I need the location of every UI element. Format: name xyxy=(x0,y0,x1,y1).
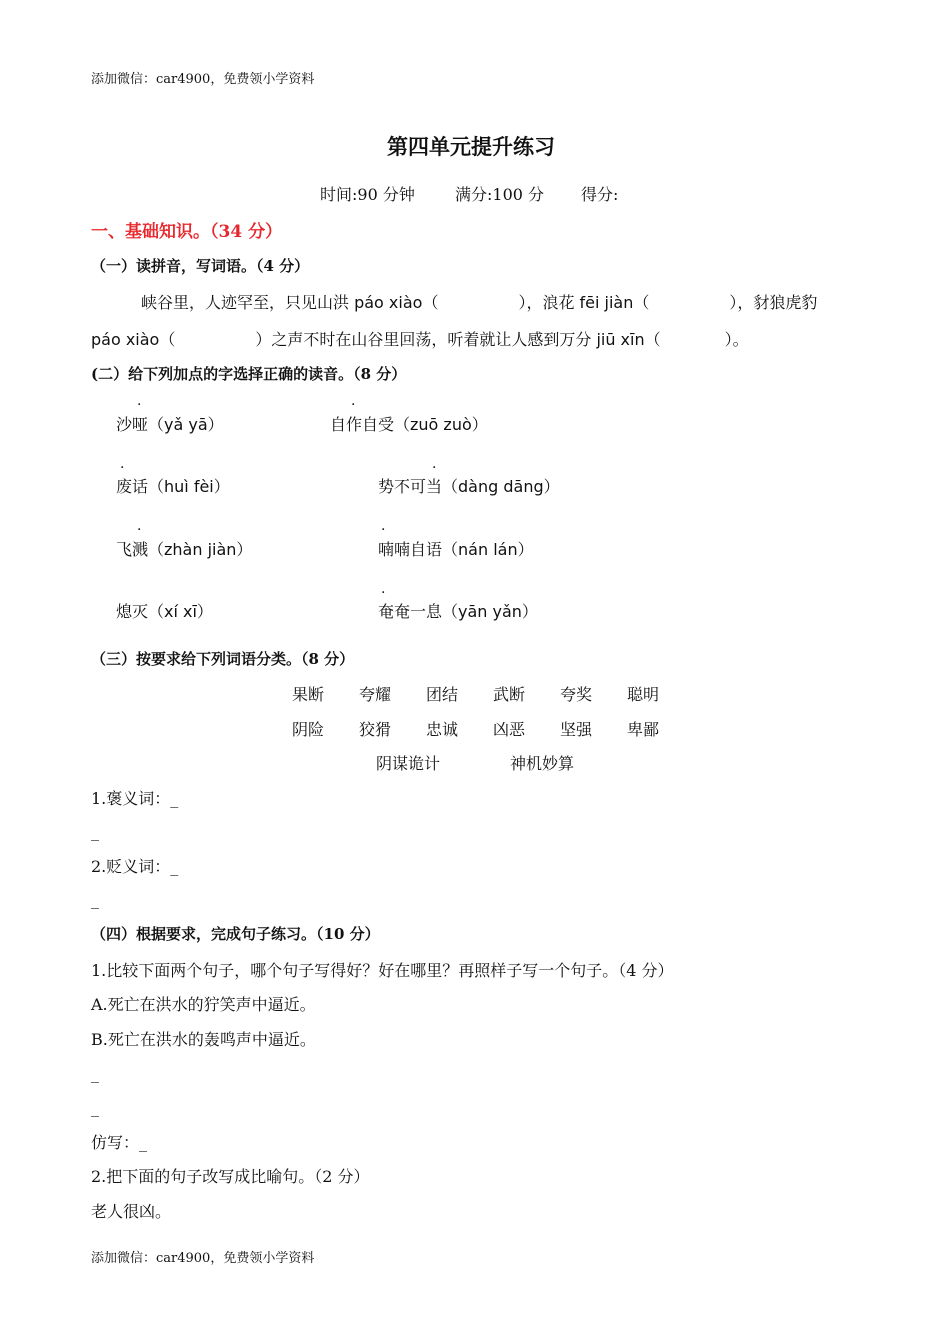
answer-line-commendatory[interactable]: 1.褒义词：_ xyxy=(91,789,179,808)
answer-blank[interactable]: _ xyxy=(91,1098,99,1117)
q2-item xyxy=(378,537,534,560)
page-title: 第四单元提升练习 xyxy=(387,134,555,159)
q4-question-2: 2.把下面的句子改写成比喻句。（2 分） xyxy=(91,1167,370,1186)
word-item: 果断 xyxy=(292,685,325,704)
q1-pinyin: páo xiào xyxy=(354,293,423,312)
q4-question-2-text: 老人很凶。 xyxy=(91,1202,172,1221)
q4-heading: （四）根据要求，完成句子练习。（10 分） xyxy=(91,925,380,943)
q2-heading: (二）给下列加点的字选择正确的读音。（8 分） xyxy=(91,365,407,383)
q2-pinyin: （yān yǎn） xyxy=(442,602,538,621)
q2-word: 废话 xyxy=(116,477,149,496)
word-item: 武断 xyxy=(493,685,526,704)
q1-pinyin: jiū xīn xyxy=(596,330,645,349)
q2-pinyin: （zhàn jiàn） xyxy=(148,540,253,559)
emphasis-dot: · xyxy=(381,522,386,538)
q1-pinyin: páo xiào xyxy=(91,330,160,349)
q2-item xyxy=(116,474,230,497)
answer-blank[interactable]: _ xyxy=(91,822,99,841)
q2-word: 飞溅 xyxy=(116,540,149,559)
q2-word: 喃喃自语 xyxy=(378,540,443,559)
q2-pinyin: （huì fèi） xyxy=(148,477,230,496)
emphasis-dot: · xyxy=(381,585,386,601)
word-item: 阴险 xyxy=(292,720,325,739)
q1-text: 峡谷里，人迹罕至，只见山洪 xyxy=(141,293,355,312)
emphasis-dot: · xyxy=(351,397,356,413)
answer-blank[interactable]: _ xyxy=(91,890,99,909)
word-item: 坚强 xyxy=(560,720,593,739)
q2-word: 熄灭 xyxy=(116,602,149,621)
word-item: 凶恶 xyxy=(493,720,526,739)
q1-text: （ ）。 xyxy=(644,330,749,349)
exam-score: 得分: xyxy=(581,185,619,204)
q2-item xyxy=(116,537,252,560)
word-item: 狡猾 xyxy=(359,720,392,739)
answer-line-derogatory[interactable]: 2.贬义词：_ xyxy=(91,857,179,876)
emphasis-dot: · xyxy=(120,460,125,476)
q2-word: 沙哑 xyxy=(116,415,149,434)
q2-item xyxy=(116,599,213,622)
word-item: 聪明 xyxy=(627,685,660,704)
q1-text: （ ）之声不时在山谷里回荡，听着就让人感到万分 xyxy=(159,330,597,349)
word-item: 阴谋诡计 xyxy=(376,754,441,773)
q3-heading: （三）按要求给下列词语分类。（8 分） xyxy=(91,650,355,668)
emphasis-dot: · xyxy=(432,460,437,476)
q1-text: （ ），浪花 xyxy=(422,293,580,312)
q2-pinyin: （zuō zuò） xyxy=(394,415,488,434)
q2-pinyin: （xí xī） xyxy=(148,602,213,621)
exam-full-score: 满分:100 分 xyxy=(455,185,545,204)
q2-word: 自作自受 xyxy=(330,415,395,434)
page-footer: 添加微信：car4900，免费领小学资料 xyxy=(91,1251,315,1266)
q1-line1 xyxy=(141,290,817,313)
section-heading-basics: 一、基础知识。（34 分） xyxy=(91,222,283,242)
q4-sentence-a: A.死亡在洪水的狞笑声中逼近。 xyxy=(91,995,316,1014)
word-item: 团结 xyxy=(426,685,459,704)
emphasis-dot: · xyxy=(137,522,142,538)
q1-heading: （一）读拼音，写词语。（4 分） xyxy=(91,257,310,275)
q2-pinyin: （nán lán） xyxy=(442,540,534,559)
exam-time: 时间:90 分钟 xyxy=(320,185,415,204)
q2-pinyin: （yǎ yā） xyxy=(148,415,224,434)
q2-word: 奄奄一息 xyxy=(378,602,443,621)
word-item: 夸耀 xyxy=(359,685,392,704)
q2-item xyxy=(378,474,560,497)
q1-pinyin: fēi jiàn xyxy=(579,293,634,312)
word-item: 夸奖 xyxy=(560,685,593,704)
emphasis-dot: · xyxy=(137,397,142,413)
word-item: 忠诚 xyxy=(426,720,459,739)
q1-text: （ ），豺狼虎豹 xyxy=(633,293,818,312)
imitate-answer-line[interactable]: 仿写：_ xyxy=(91,1133,148,1152)
q2-pinyin: （dàng dāng） xyxy=(442,477,560,496)
q1-line2 xyxy=(91,327,749,350)
word-item: 卑鄙 xyxy=(627,720,660,739)
answer-blank[interactable]: _ xyxy=(91,1064,99,1083)
q2-word: 势不可当 xyxy=(378,477,443,496)
q4-sentence-b: B.死亡在洪水的轰鸣声中逼近。 xyxy=(91,1030,316,1049)
page-header: 添加微信：car4900，免费领小学资料 xyxy=(91,72,315,87)
q2-item xyxy=(116,412,224,435)
q2-item xyxy=(378,599,538,622)
word-item: 神机妙算 xyxy=(510,754,575,773)
q4-question-1: 1.比较下面两个句子，哪个句子写得好？好在哪里？再照样子写一个句子。（4 分） xyxy=(91,961,674,980)
q2-item xyxy=(330,412,488,435)
